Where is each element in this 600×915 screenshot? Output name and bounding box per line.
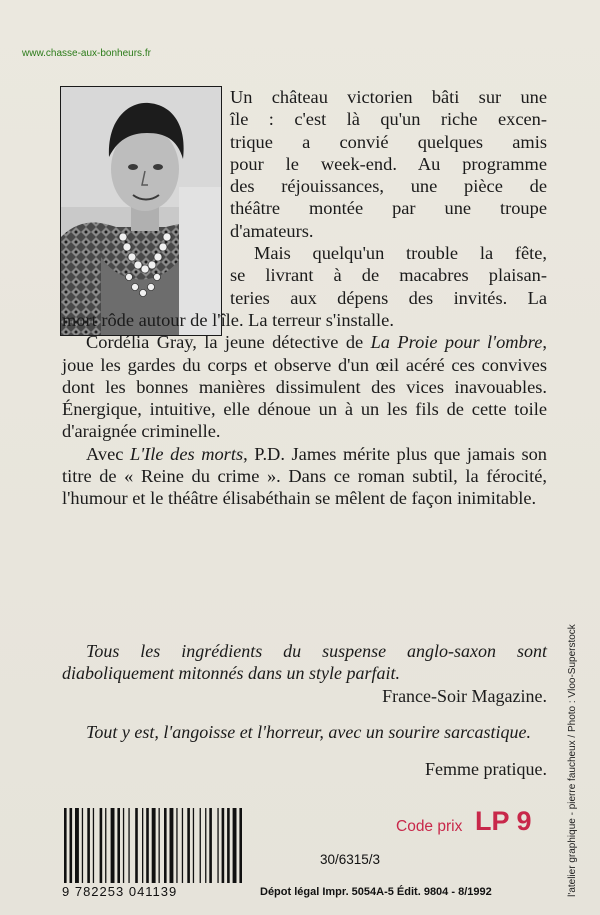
barcode-bar <box>217 808 218 883</box>
barcode-bar <box>193 808 194 883</box>
depot-legal: Dépot légal Impr. 5054A-5 Édit. 9804 - 8/1992 <box>260 886 492 898</box>
blurb-text: , joue les gardes du corps et observe d'un œil acéré ces convives dont les bonnes manières dissimulent des vices inavouables. Énergique, intuitive, elle dénoue un à un les fils de cette toile d'araignée criminelle. <box>62 332 547 442</box>
design-credit-text: l'atelier graphique - pierre faucheux / Photo : Vloo-Superstock <box>566 623 578 897</box>
blurb-line: des réjouissances, une pièce de <box>230 176 547 197</box>
blurb-line: mort rôde autour de l'île. La terreur s'installe. <box>62 309 394 330</box>
blurb-line: trique a convié quelques amis <box>230 131 547 152</box>
blurb-paragraph-4 <box>62 443 547 510</box>
barcode-bar <box>164 808 167 883</box>
barcode-bar <box>87 808 90 883</box>
barcode-bar <box>170 808 174 883</box>
press-quote-source: Femme pratique. <box>425 758 547 779</box>
blurb-text: , P.D. James mérite plus que jamais son titre de « Reine du crime ». Dans ce roman subtil, la férocité, l'humour et le théâtre élisabéthain se mêlent de façon inimitable. <box>62 443 547 509</box>
barcode-bar <box>70 808 73 883</box>
blurb-text: Cordélia Gray, la jeune détective de <box>86 332 371 353</box>
barcode-bar <box>182 808 183 883</box>
blurb-text: Avec <box>86 443 130 464</box>
blurb <box>62 86 547 510</box>
barcode-bar <box>152 808 156 883</box>
barcode-bar <box>93 808 94 883</box>
reference-number: 30/6315/3 <box>320 852 381 867</box>
barcode-bar <box>100 808 103 883</box>
barcode-bar <box>222 808 225 883</box>
barcode-bar <box>105 808 106 883</box>
press-quote-source: France-Soir Magazine. <box>382 685 547 706</box>
blurb-line: d'amateurs. <box>230 220 314 241</box>
barcode-bar <box>187 808 190 883</box>
press-quotes <box>62 640 547 780</box>
blurb-line: théâtre montée par une troupe <box>230 198 547 219</box>
press-quote: Tout y est, l'angoisse et l'horreur, avec un sourire sarcastique. <box>86 722 532 743</box>
barcode-bar <box>135 808 138 883</box>
book-title-reference: L'Ile des morts <box>130 443 244 464</box>
watermark-url[interactable]: www.chasse-aux-bonheurs.fr <box>22 48 151 59</box>
barcode-bar <box>233 808 237 883</box>
barcode-bar <box>128 808 129 883</box>
barcode-bar <box>64 808 67 883</box>
barcode-bar <box>227 808 230 883</box>
isbn-barcode <box>62 808 252 883</box>
barcode-bar <box>82 808 83 883</box>
book-title-reference: La Proie pour l'ombre <box>370 332 543 353</box>
code-prix-label: Code prix <box>396 818 463 835</box>
barcode-bar <box>146 808 149 883</box>
blurb-line: pour le week-end. Au programme <box>230 153 547 174</box>
barcode-bar <box>239 808 242 883</box>
barcode-bar <box>200 808 201 883</box>
barcode-bar <box>75 808 79 883</box>
barcode-bar <box>159 808 160 883</box>
blurb-paragraph-1 <box>62 86 547 242</box>
barcode-bar <box>123 808 124 883</box>
blurb-line: île : c'est là qu'un riche excen- <box>230 109 547 130</box>
barcode-digits: 9 782253 041139 <box>62 884 178 899</box>
barcode-bar <box>111 808 115 883</box>
barcode-bar <box>142 808 143 883</box>
design-credit <box>558 610 586 910</box>
code-prix-value: LP 9 <box>475 806 532 836</box>
barcode-bar <box>205 808 206 883</box>
blurb-line: se livrant à de macabres plaisan- <box>230 265 547 286</box>
blurb-line: Mais quelqu'un trouble la fête, <box>254 243 547 264</box>
barcode-bar <box>117 808 120 883</box>
barcode-bar <box>176 808 177 883</box>
blurb-line: teries aux dépens des invités. La <box>230 287 547 308</box>
barcode-bar <box>209 808 212 883</box>
blurb-paragraph-2 <box>62 242 547 331</box>
blurb-line: Un château victorien bâti sur une <box>230 87 547 107</box>
press-quote: Tous les ingrédients du suspense anglo-saxon sont diaboliquement mitonnés dans un style parfait. <box>62 641 547 684</box>
blurb-paragraph-3 <box>62 331 547 442</box>
